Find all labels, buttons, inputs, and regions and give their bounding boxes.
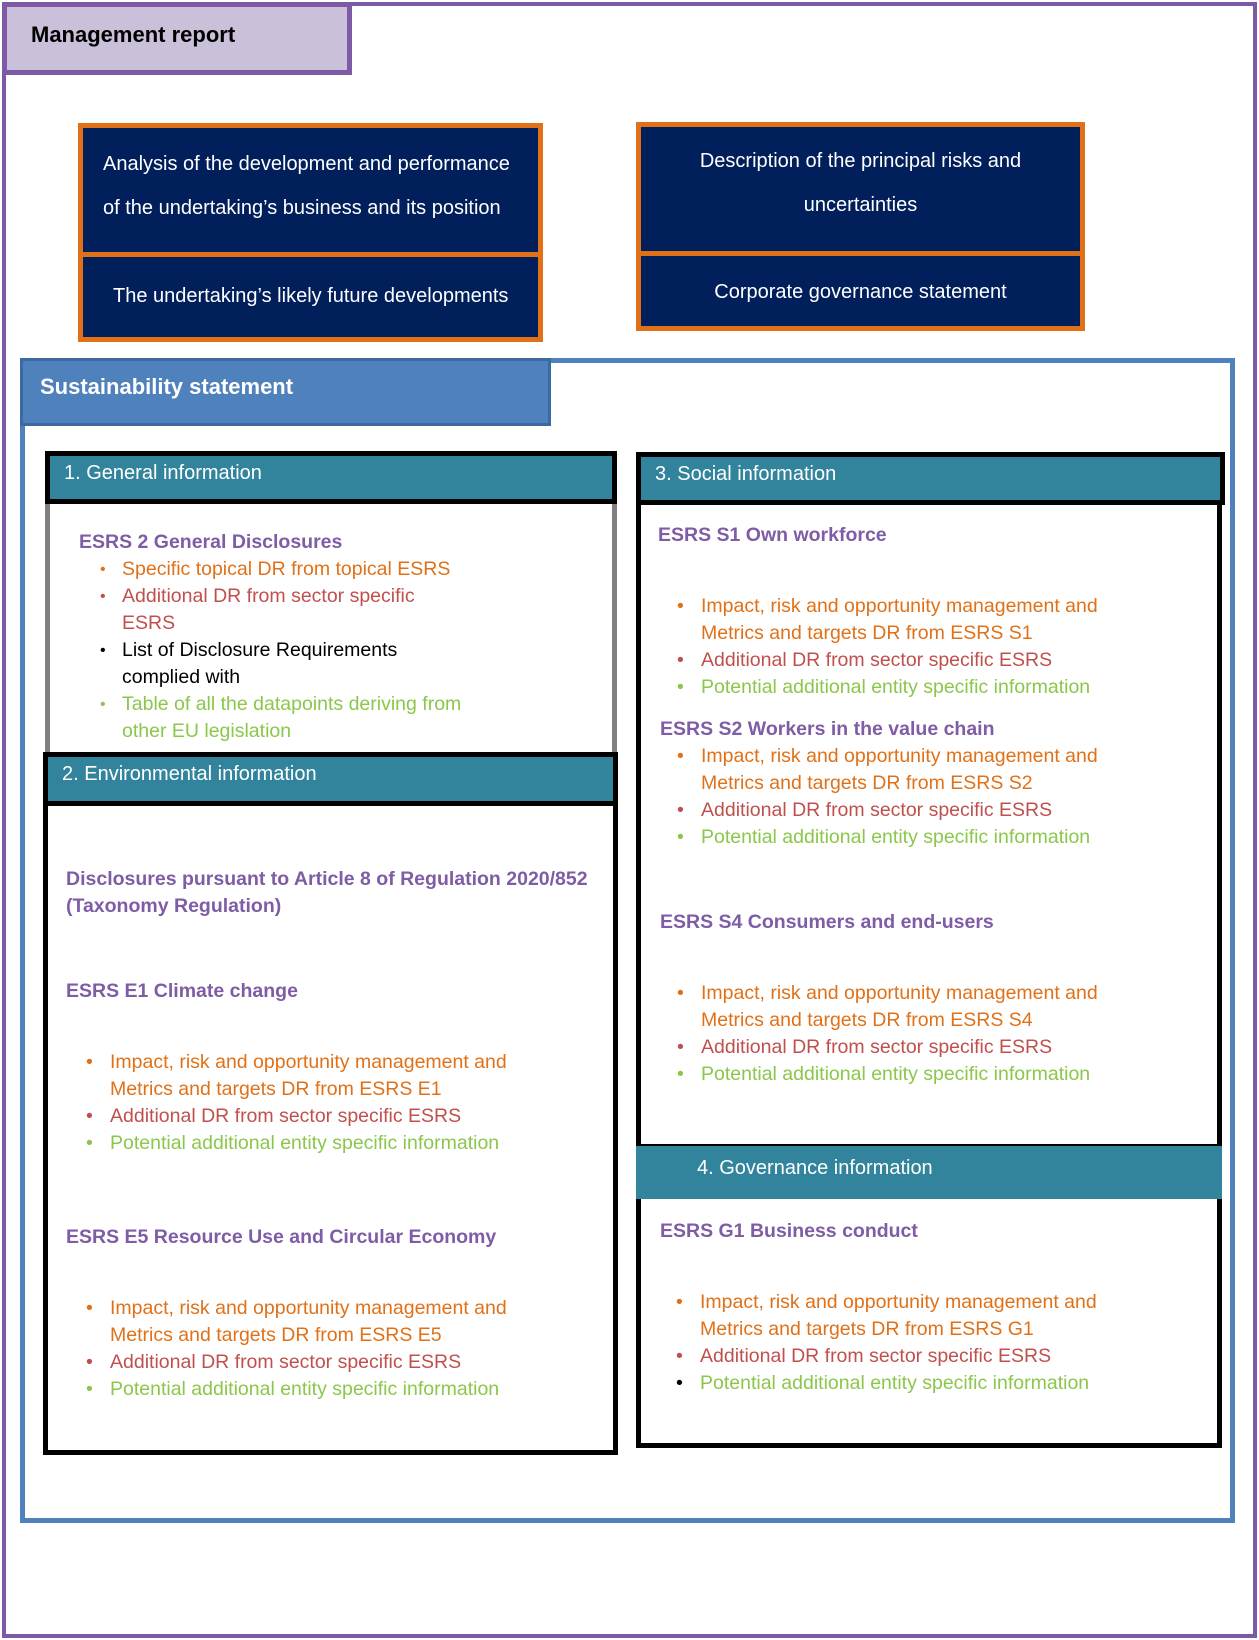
list-item: • Impact, risk and opportunity management and Metrics and targets DR from ESRS S2 — [677, 743, 1218, 797]
s2-heading: ESRS S2 Workers in the value chain — [660, 718, 995, 740]
list-item: • Potential additional entity specific information — [86, 1130, 611, 1157]
e5-heading: ESRS E5 Resource Use and Circular Economy — [66, 1226, 497, 1248]
analysis-box — [78, 123, 543, 257]
social-header: 3. Social information — [636, 452, 1225, 505]
list-item: • Impact, risk and opportunity management and Metrics and targets DR from ESRS G1 — [676, 1289, 1215, 1343]
s1-heading: ESRS S1 Own workforce — [658, 524, 887, 546]
governance-header: 4. Governance information — [636, 1146, 1222, 1199]
environmental-content — [66, 866, 611, 1403]
list-item: • Additional DR from sector specific ESRS — [86, 1103, 611, 1130]
s4-heading: ESRS S4 Consumers and end-users — [660, 911, 994, 933]
list-item: • Additional DR from sector specific ESRS — [677, 647, 1218, 674]
governance-content — [660, 1218, 1215, 1397]
sustainability-title: Sustainability statement — [20, 358, 551, 426]
g1-heading: ESRS G1 Business conduct — [660, 1220, 918, 1242]
taxonomy-heading: Disclosures pursuant to Article 8 of Regulation 2020/852 (Taxonomy Regulation) — [66, 868, 588, 917]
risks-line-1: Description of the principal risks and — [699, 150, 1022, 172]
list-item: • Potential additional entity specific information — [677, 674, 1218, 701]
risks-box — [636, 122, 1085, 256]
list-item: • Additional DR from sector specific ESRS — [677, 1034, 1218, 1061]
list-item: • Additional DR from sector specific ESRS — [98, 583, 599, 637]
list-item: • Potential additional entity specific information — [676, 1370, 1215, 1397]
list-item: • Additional DR from sector specific ESRS — [86, 1349, 611, 1376]
list-item: • Impact, risk and opportunity management and Metrics and targets DR from ESRS S4 — [677, 980, 1218, 1034]
list-item: • Potential additional entity specific information — [677, 824, 1218, 851]
governance-statement-text: Corporate governance statement — [714, 281, 1007, 303]
governance-statement-box — [636, 251, 1085, 331]
general-content — [79, 529, 599, 745]
list-item: • Impact, risk and opportunity management and Metrics and targets DR from ESRS E5 — [86, 1295, 611, 1349]
esrs2-heading: ESRS 2 General Disclosures — [79, 531, 343, 553]
social-content — [658, 522, 1218, 1088]
analysis-line-1: Analysis of the development and performance — [103, 153, 510, 175]
future-developments-box — [78, 252, 543, 342]
list-item: • List of Disclosure Requirements complied with — [98, 637, 599, 691]
list-item: • Impact, risk and opportunity management and Metrics and targets DR from ESRS E1 — [86, 1049, 611, 1103]
risks-line-2: uncertainties — [803, 194, 918, 216]
list-item: • Table of all the datapoints deriving from other EU legislation — [98, 691, 599, 745]
environmental-header: 2. Environmental information — [43, 752, 618, 806]
list-item: • Additional DR from sector specific ESRS — [677, 797, 1218, 824]
list-item: • Potential additional entity specific information — [677, 1061, 1218, 1088]
analysis-line-2: of the undertaking’s business and its position — [103, 197, 501, 219]
list-item: • Potential additional entity specific information — [86, 1376, 611, 1403]
future-developments-text: The undertaking’s likely future developments — [113, 285, 509, 307]
list-item: • Impact, risk and opportunity management and Metrics and targets DR from ESRS S1 — [677, 593, 1218, 647]
list-item: • Additional DR from sector specific ESRS — [676, 1343, 1215, 1370]
management-report-title: Management report — [2, 2, 352, 75]
list-item: • Specific topical DR from topical ESRS — [98, 556, 599, 583]
e1-heading: ESRS E1 Climate change — [66, 980, 298, 1002]
general-header: 1. General information — [45, 451, 617, 504]
